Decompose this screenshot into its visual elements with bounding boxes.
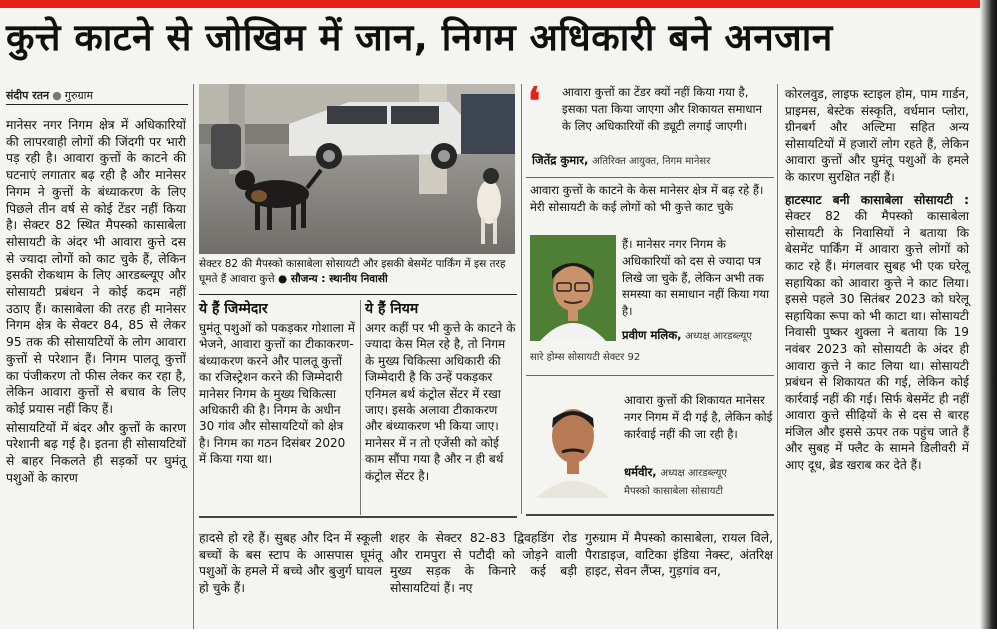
photo-illustration bbox=[199, 84, 515, 254]
official-quote bbox=[562, 84, 774, 134]
top-red-bar bbox=[0, 0, 997, 8]
rwa-org: मैपस्को कासाबेला सोसायटी bbox=[624, 486, 724, 497]
divider bbox=[199, 516, 517, 518]
right-paragraph-1: कोरलवुड, लाइफ स्टाइल होम, पाम गार्डन, प्राइमस, बेस्टेक संस्कृति, वर्धमान प्लोरा, ग्रीनबर्ग और अल्टिमा सहित अन्य सोसायटियों में हजारों लोग रहते हैं, लेकिन आवारा कुत्तों और घुमंतू पशुओं के हमले के कारण सुरक्षित नहीं हैं। bbox=[785, 87, 969, 184]
byline-place: गुरुग्राम bbox=[64, 89, 94, 102]
resident-attribution bbox=[622, 327, 774, 346]
official-name: जितेंद्र कुमार, bbox=[532, 153, 589, 167]
article-column-right bbox=[785, 86, 969, 474]
divider bbox=[360, 300, 361, 515]
portrait-illustration bbox=[530, 388, 616, 498]
rwa-attribution bbox=[624, 464, 774, 483]
quote-mark-icon: ❛ bbox=[528, 78, 541, 123]
rwa-name: धर्मवीर, bbox=[624, 465, 657, 479]
rules-heading: ये हैं नियम bbox=[365, 301, 419, 317]
right-paragraph-2: सेक्टर 82 की मैपस्को कासाबेला सोसायटी के निवासियों ने बताया कि बेसमेंट पार्किंग में आवारा कुत्ते लोगों को काट रहे हैं। मंगलवार सुबह भी एक घरेलू सहायिका को आवारा कुत्ते ने काट लिया। इससे पहले 30 सितंबर 2023 को घरेलू सहायिका रूपा को भी काटा था। सोसायटी निवासी पुष्कर शुक्ला ने बताया कि 19 नवंबर 2023 को सोसायटी के अंदर ही आवारा कुत्ते ने काट लिया था। सोसायटी प्रबंधन से शिकायत की गई, लेकिन कोई कार्रवाई नहीं की गई। सिर्फ बेसमेंट ही नहीं आवारा कुत्ते सीढ़ियों के से दस से बारह मंजिल और इससे ऊपर तक पहुंच जाते हैं और सुबह में फ्लैट के सामने डिलीवरी में आए दूध, ब्रेड खराब कर देते हैं। bbox=[785, 209, 969, 473]
resident-quote-lead: आवारा कुत्तों के काटने के केस मानेसर क्षेत्र में बढ़ रहे हैं। मेरी सोसायटी के कई लोगों को भी कुत्ते काट चुके bbox=[530, 183, 764, 214]
dharmveer-photo bbox=[530, 388, 616, 498]
bullet-icon: ● bbox=[52, 89, 62, 102]
divider bbox=[6, 104, 188, 105]
column-1-paragraph-1: मानेसर नगर निगम क्षेत्र में अधिकारियों की लापरवाही लोगों की जिंदगी पर भारी पड़ रही है। आवारा कुत्तों के काटने की घटनाएं लगातार बढ़ रही है और मानेसर निगम ने कुत्तों के बंध्याकरण के लिए पिछले तीन वर्ष से कोई टेंडर नहीं किया है। सेक्टर 82 स्थित मैपस्को कासाबेला सोसायटी के अंदर भी आवारा कुत्ते दस से ज्यादा लोगों को काट चुके हैं, लेकिन इसकी रोकथाम के लिए आरडब्ल्यूए और सोसायटी प्रबंधन ने कोई कदम नहीं उठाए हैं। कासाबेला की तरह ही मानेसर निगम क्षेत्र के सेक्टर 84, 85 से लेकर 95 तक की सोसायटियों के लोग आवारा कुत्तों से परेशान हैं। निगम पालतू कुत्तों का पंजीकरण तो फीस लेकर कर रहा है, लेकिन आवारा कुत्तों से बचाव के लिए कोई प्रयास नहीं किए हैं। bbox=[6, 118, 186, 416]
divider bbox=[526, 375, 774, 376]
hotspot-subhead: हाटस्पाट बनी कासाबेला सोसायटी : bbox=[785, 192, 969, 207]
page-bottom-margin bbox=[0, 629, 997, 641]
divider bbox=[777, 84, 778, 629]
rwa-quote-text: आवारा कुत्तों की शिकायत मानेसर नगर निगम में दी गई है, लेकिन कोई कार्रवाई नहीं की जा रही है। bbox=[624, 393, 773, 441]
official-quote-text: आवारा कुत्तों का टेंडर क्यों नहीं किया गया है, इसका पता किया जाएगा और शिकायत समाधान के लिए अधिकारियों की ड्यूटी लगाई जाएगी। bbox=[562, 85, 762, 133]
right-subhead-paragraph bbox=[785, 192, 969, 474]
divider bbox=[526, 177, 774, 178]
bottom-column-3: गुरुग्राम में मैपस्को कासाबेला, रायल विले, पैराडाइज, वाटिका इंडिया नेक्स्ट, अंतरिक्ष हाइट, सेवन लैंप्स, गुड़गांव वन, bbox=[585, 531, 773, 579]
official-attribution bbox=[532, 152, 774, 171]
resident-role: अध्यक्ष आरडब्ल्यूए bbox=[685, 331, 752, 342]
pravin-malik-photo bbox=[530, 235, 616, 341]
resident-org: सारे होम्स सोसायटी सेक्टर 92 bbox=[530, 352, 641, 363]
divider bbox=[521, 84, 522, 514]
rwa-role: अध्यक्ष आरडब्ल्यूए bbox=[660, 468, 727, 479]
article-column-1 bbox=[6, 117, 186, 486]
divider bbox=[526, 514, 774, 516]
divider bbox=[193, 84, 194, 629]
divider bbox=[199, 294, 517, 295]
byline bbox=[6, 88, 93, 103]
dogs-basement-photo bbox=[199, 84, 515, 254]
byline-author: संदीप रतन bbox=[6, 89, 50, 102]
responsible-text: घुमंतू पशुओं को पकड़कर गोशाला में भेजने, आवारा कुत्तों का टीकाकरण-बंध्याकरण करने और पालतू कुत्तों का रजिस्ट्रेशन करने की जिम्मेदारी मानेसर निगम के मुख्य चिकित्सा अधिकारी की है। निगम के अधीन 30 गांव और सोसायटियों को क्षेत्र है। निगम का गठन दिसंबर 2020 में किया गया था। bbox=[199, 321, 355, 467]
headline: कुत्ते काटने से जोखिम में जान, निगम अधिकारी बने अनजान bbox=[6, 16, 833, 59]
portrait-illustration bbox=[530, 235, 616, 341]
photo-caption-text: सेक्टर 82 की मैपस्को कासाबेला सोसायटी और इसकी बेसमेंट पार्किंग में इस तरह घूमते हैं आवारा कुत्ते bbox=[199, 258, 506, 285]
photo-caption-credit: ● सौजन्य : स्थानीय निवासी bbox=[278, 273, 388, 285]
resident-quote-rest: हैं। मानेसर नगर निगम के अधिकारियों को दस से ज्यादा पत्र लिखे जा चुके हैं, लेकिन अभी तक समस्या का समाधान नहीं किया गया है। bbox=[622, 237, 770, 319]
official-role: अतिरिक्त आयुक्त, निगम मानेसर bbox=[592, 156, 711, 167]
bottom-column-1: हादसे हो रहे हैं। सुबह और दिन में स्कूली बच्चों के बस स्टाप के आसपास घूमंतू पशुओं के हमले में बच्चे और बुजुर्ग घायल हो चुके हैं। bbox=[199, 531, 382, 596]
responsible-box bbox=[199, 300, 356, 468]
rules-box bbox=[365, 300, 517, 484]
page-edge bbox=[980, 0, 997, 641]
column-1-paragraph-2: सोसायटियों में बंदर और कुत्तों के कारण परेशानी बढ़ गई है। इतना ही सोसायटियों से बाहर निकलते ही सड़कों पर घुमंतू पशुओं के कारण bbox=[6, 420, 186, 485]
bottom-column-2: शहर के सेक्टर 82-83 द्विवहडिंग रोड और रामपुरा से पटौदी को जोड़ने वाली मुख्य सड़क के किनारे कई बड़ी सोसायटियां हैं। नए bbox=[390, 531, 577, 596]
resident-name: प्रवीण मलिक, bbox=[622, 328, 682, 342]
rules-text: अगर कहीं पर भी कुत्ते के काटने के ज्यादा केस मिल रहे है, तो निगम के मुख्य चिकित्सा अधिकारी की जिम्मेदारी है कि उन्हें पकड़कर एनिमल बर्थ कंट्रोल सेंटर में रखा जाए। इसके अलावा टीकाकरण और बंध्याकरण भी किया जाए। मानेसर में न तो एजेंसी को कोई काम सौंपा गया है और न ही बर्थ कंट्रोल सेंटर है। bbox=[365, 321, 516, 483]
photo-caption bbox=[199, 257, 517, 287]
responsible-heading: ये हैं जिम्मेदार bbox=[199, 301, 268, 317]
